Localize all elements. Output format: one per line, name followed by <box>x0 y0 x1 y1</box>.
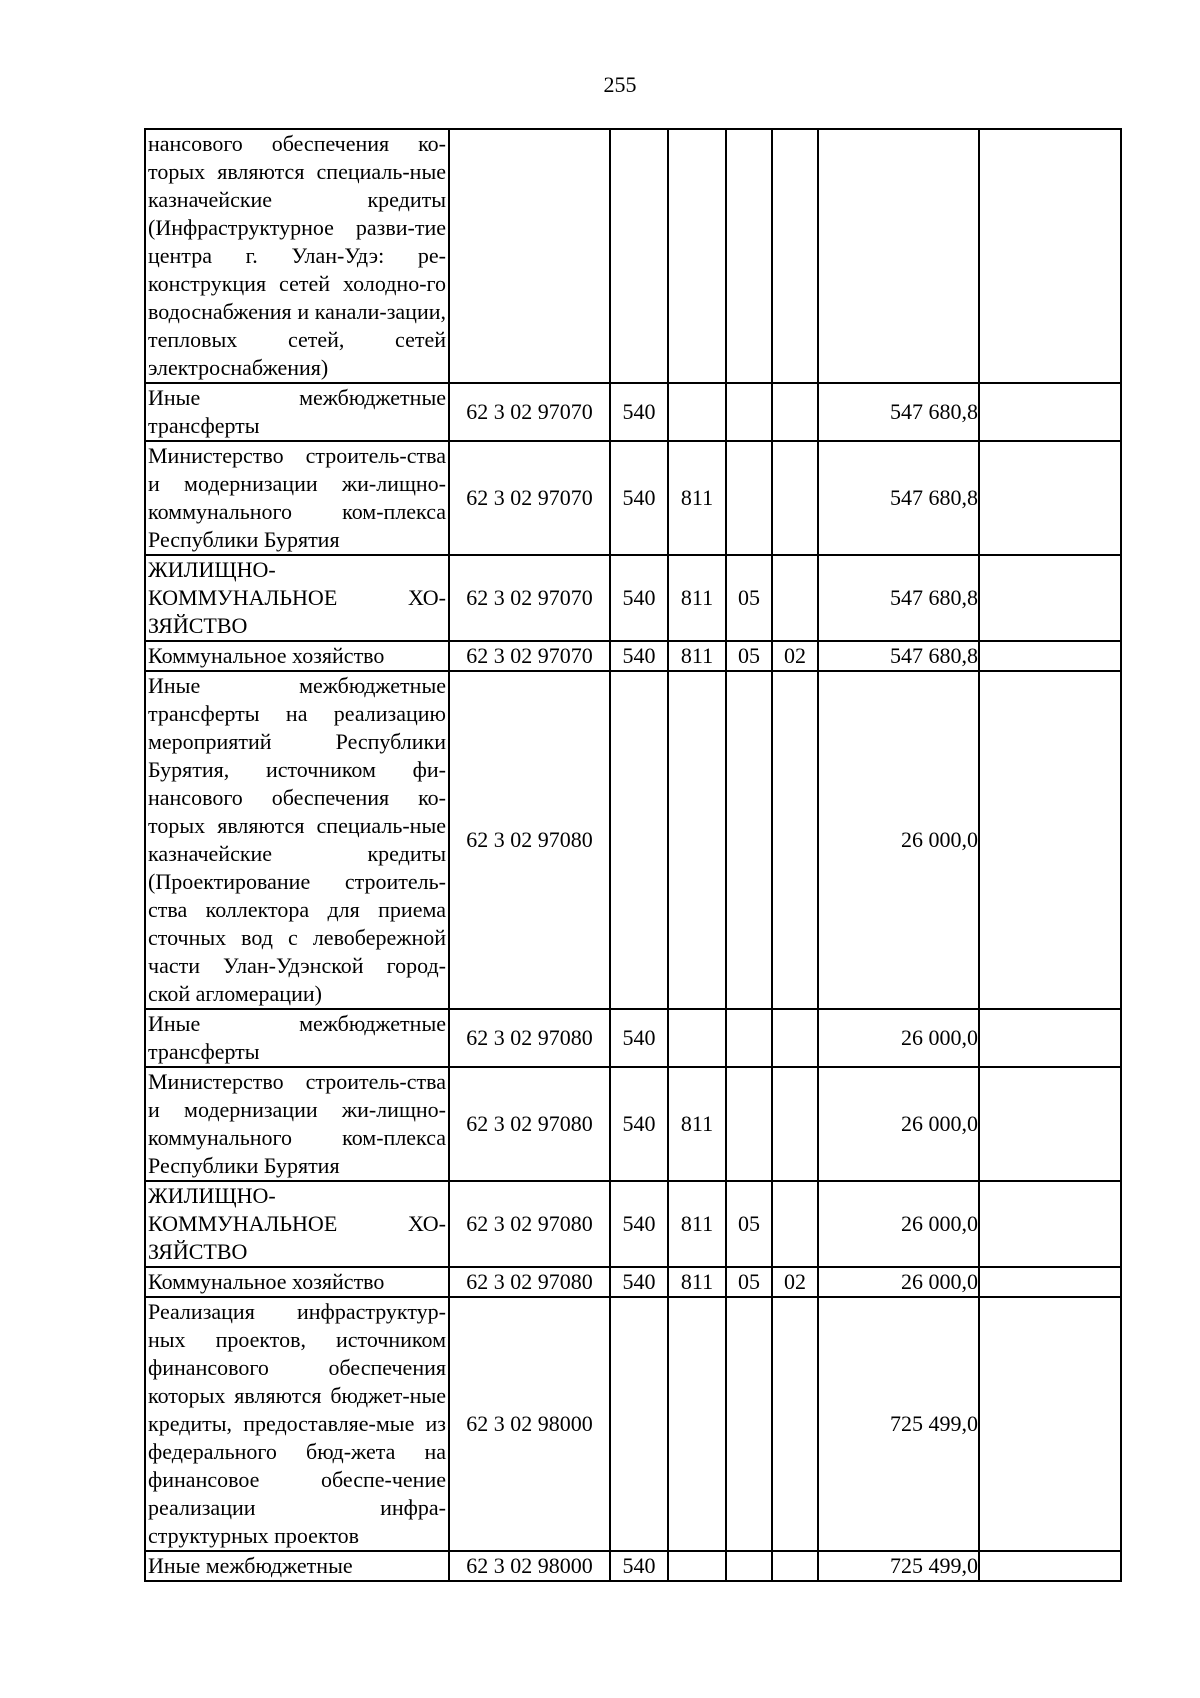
administrator-cell: 811 <box>668 441 726 555</box>
extra-cell <box>979 1551 1121 1581</box>
table-row <box>145 441 1121 555</box>
target-code-cell: 62 3 02 98000 <box>449 1297 610 1551</box>
target-code-cell: 62 3 02 97080 <box>449 1009 610 1067</box>
target-code-cell: 62 3 02 97080 <box>449 671 610 1009</box>
description-cell: Министерство строитель-ства и модернизации жи-лищно-коммунального ком-плекса Республики Бурятия <box>145 441 449 555</box>
description-cell: Иные межбюджетные трансферты <box>145 383 449 441</box>
page-number: 255 <box>603 72 637 97</box>
target-code-cell <box>449 129 610 383</box>
extra-cell <box>979 1267 1121 1297</box>
extra-cell <box>979 383 1121 441</box>
table-row <box>145 383 1121 441</box>
section-cell <box>726 1551 772 1581</box>
section-cell: 05 <box>726 1267 772 1297</box>
amount-cell: 26 000,0 <box>818 1009 979 1067</box>
subsection-cell: 02 <box>772 1267 818 1297</box>
table-body <box>145 129 1121 1581</box>
section-cell: 05 <box>726 641 772 671</box>
description-cell: ЖИЛИЩНО-КОММУНАЛЬНОЕ ХО-ЗЯЙСТВО <box>145 555 449 641</box>
section-cell <box>726 441 772 555</box>
extra-cell <box>979 555 1121 641</box>
amount-cell: 547 680,8 <box>818 383 979 441</box>
description-cell: Иные межбюджетные трансферты <box>145 1009 449 1067</box>
amount-cell: 26 000,0 <box>818 671 979 1009</box>
subsection-cell <box>772 555 818 641</box>
expense-type-cell: 540 <box>610 1181 668 1267</box>
description-cell: Коммунальное хозяйство <box>145 1267 449 1297</box>
expense-type-cell: 540 <box>610 441 668 555</box>
target-code-cell: 62 3 02 97080 <box>449 1267 610 1297</box>
amount-cell: 26 000,0 <box>818 1181 979 1267</box>
extra-cell <box>979 671 1121 1009</box>
subsection-cell <box>772 1297 818 1551</box>
administrator-cell <box>668 1297 726 1551</box>
table-row <box>145 641 1121 671</box>
amount-cell: 26 000,0 <box>818 1067 979 1181</box>
target-code-cell: 62 3 02 97080 <box>449 1181 610 1267</box>
section-cell: 05 <box>726 1181 772 1267</box>
amount-cell: 725 499,0 <box>818 1297 979 1551</box>
extra-cell <box>979 1067 1121 1181</box>
extra-cell <box>979 1181 1121 1267</box>
target-code-cell: 62 3 02 97070 <box>449 555 610 641</box>
description-cell: Иные межбюджетные <box>145 1551 449 1581</box>
target-code-cell: 62 3 02 97070 <box>449 383 610 441</box>
amount-cell: 547 680,8 <box>818 641 979 671</box>
extra-cell <box>979 129 1121 383</box>
description-cell: Иные межбюджетные трансферты на реализацию мероприятий Республики Бурятия, источником фи-нансового обеспечения ко-торых являются специаль-ные казначейские кредиты (Проектирование строитель-ства коллектора для приема сточных вод с левобережной части Улан-Удэнской город-ской агломерации) <box>145 671 449 1009</box>
table-row <box>145 1297 1121 1551</box>
subsection-cell <box>772 671 818 1009</box>
subsection-cell <box>772 1551 818 1581</box>
subsection-cell <box>772 1009 818 1067</box>
budget-table <box>144 128 1122 1582</box>
expense-type-cell: 540 <box>610 1067 668 1181</box>
subsection-cell <box>772 383 818 441</box>
section-cell <box>726 1009 772 1067</box>
administrator-cell: 811 <box>668 555 726 641</box>
administrator-cell <box>668 671 726 1009</box>
subsection-cell <box>772 1181 818 1267</box>
section-cell <box>726 383 772 441</box>
description-cell: Реализация инфраструктур-ных проектов, источником финансового обеспечения которых являются бюджет-ные кредиты, предоставляе-мые из федерального бюд-жета на финансовое обеспе-чение реализации инфра-структурных проектов <box>145 1297 449 1551</box>
table-row <box>145 1267 1121 1297</box>
section-cell <box>726 1067 772 1181</box>
expense-type-cell: 540 <box>610 641 668 671</box>
description-cell: нансового обеспечения ко-торых являются специаль-ные казначейские кредиты (Инфраструктурное разви-тие центра г. Улан-Удэ: ре-конструкция сетей холодно-го водоснабжения и канали-зации, тепловых сетей, сетей электроснабжения) <box>145 129 449 383</box>
target-code-cell: 62 3 02 98000 <box>449 1551 610 1581</box>
expense-type-cell: 540 <box>610 1551 668 1581</box>
amount-cell: 547 680,8 <box>818 555 979 641</box>
table-row <box>145 555 1121 641</box>
amount-cell <box>818 129 979 383</box>
target-code-cell: 62 3 02 97070 <box>449 441 610 555</box>
subsection-cell <box>772 441 818 555</box>
expense-type-cell: 540 <box>610 1009 668 1067</box>
extra-cell <box>979 1009 1121 1067</box>
section-cell <box>726 671 772 1009</box>
subsection-cell: 02 <box>772 641 818 671</box>
extra-cell <box>979 1297 1121 1551</box>
amount-cell: 547 680,8 <box>818 441 979 555</box>
table-row <box>145 1551 1121 1581</box>
expense-type-cell: 540 <box>610 1267 668 1297</box>
target-code-cell: 62 3 02 97080 <box>449 1067 610 1181</box>
table-row <box>145 1067 1121 1181</box>
administrator-cell <box>668 1551 726 1581</box>
expense-type-cell <box>610 671 668 1009</box>
expense-type-cell: 540 <box>610 383 668 441</box>
extra-cell <box>979 641 1121 671</box>
administrator-cell: 811 <box>668 1181 726 1267</box>
section-cell <box>726 129 772 383</box>
description-cell: Министерство строитель-ства и модернизации жи-лищно-коммунального ком-плекса Республики Бурятия <box>145 1067 449 1181</box>
administrator-cell <box>668 129 726 383</box>
administrator-cell: 811 <box>668 1267 726 1297</box>
table-row <box>145 1181 1121 1267</box>
description-cell: ЖИЛИЩНО-КОММУНАЛЬНОЕ ХО-ЗЯЙСТВО <box>145 1181 449 1267</box>
amount-cell: 725 499,0 <box>818 1551 979 1581</box>
expense-type-cell <box>610 1297 668 1551</box>
administrator-cell <box>668 1009 726 1067</box>
table-row <box>145 671 1121 1009</box>
table-row <box>145 1009 1121 1067</box>
section-cell: 05 <box>726 555 772 641</box>
amount-cell: 26 000,0 <box>818 1267 979 1297</box>
section-cell <box>726 1297 772 1551</box>
description-cell: Коммунальное хозяйство <box>145 641 449 671</box>
table-row <box>145 129 1121 383</box>
expense-type-cell: 540 <box>610 555 668 641</box>
subsection-cell <box>772 129 818 383</box>
expense-type-cell <box>610 129 668 383</box>
subsection-cell <box>772 1067 818 1181</box>
administrator-cell: 811 <box>668 1067 726 1181</box>
extra-cell <box>979 441 1121 555</box>
administrator-cell <box>668 383 726 441</box>
administrator-cell: 811 <box>668 641 726 671</box>
target-code-cell: 62 3 02 97070 <box>449 641 610 671</box>
